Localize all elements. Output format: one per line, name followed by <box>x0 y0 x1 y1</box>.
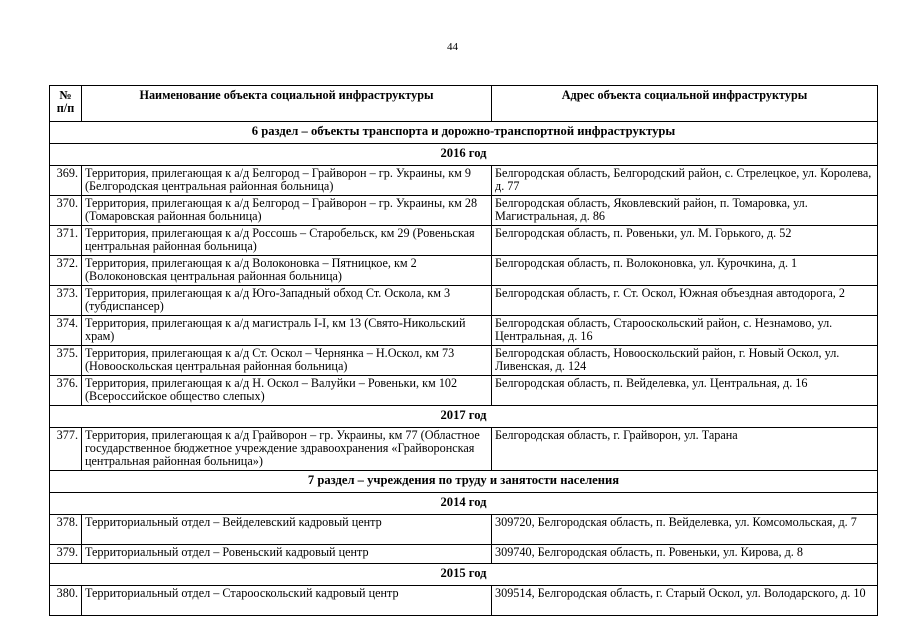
row-number: 375. <box>50 346 82 376</box>
table-row <box>50 515 878 545</box>
row-number: 379. <box>50 545 82 564</box>
section-7-title: 7 раздел – учреждения по труду и занятости населения <box>50 471 878 493</box>
row-address: Белгородская область, г. Ст. Оскол, Южная объездная автодорога, 2 <box>492 286 878 316</box>
row-address: 309720, Белгородская область, п. Вейделевка, ул. Комсомольская, д. 7 <box>492 515 878 545</box>
table-row <box>50 286 878 316</box>
row-number: 377. <box>50 428 82 471</box>
year-2015-title: 2015 год <box>50 564 878 586</box>
row-number: 376. <box>50 376 82 406</box>
header-name: Наименование объекта социальной инфраструктуры <box>82 86 492 122</box>
table-header-row <box>50 86 878 122</box>
row-name: Территория, прилегающая к а/д Ст. Оскол – Чернянка – Н.Оскол, км 73 (Новооскольская центральная районная больница) <box>82 346 492 376</box>
row-name: Территория, прилегающая к а/д Белгород – Грайворон – гр. Украины, км 9 (Белгородская центральная районная больница) <box>82 166 492 196</box>
social-infrastructure-table <box>49 85 878 616</box>
row-number: 378. <box>50 515 82 545</box>
table-row <box>50 316 878 346</box>
year-2017-title: 2017 год <box>50 406 878 428</box>
section-7-row <box>50 471 878 493</box>
row-name: Территориальный отдел – Старооскольский кадровый центр <box>82 586 492 616</box>
table-row <box>50 256 878 286</box>
section-6-row <box>50 122 878 144</box>
page-number: 44 <box>447 41 458 53</box>
row-address: 309514, Белгородская область, г. Старый Оскол, ул. Володарского, д. 10 <box>492 586 878 616</box>
row-address: Белгородская область, п. Ровеньки, ул. М. Горького, д. 52 <box>492 226 878 256</box>
table-row <box>50 346 878 376</box>
table-row <box>50 376 878 406</box>
year-2016-row <box>50 144 878 166</box>
row-number: 374. <box>50 316 82 346</box>
row-number: 371. <box>50 226 82 256</box>
row-address: Белгородская область, Старооскольский район, с. Незнамово, ул. Центральная, д. 16 <box>492 316 878 346</box>
row-name: Территориальный отдел – Ровеньский кадровый центр <box>82 545 492 564</box>
table-row <box>50 166 878 196</box>
year-2015-row <box>50 564 878 586</box>
header-address: Адрес объекта социальной инфраструктуры <box>492 86 878 122</box>
row-name: Территория, прилегающая к а/д Н. Оскол – Валуйки – Ровеньки, км 102 (Всероссийское общество слепых) <box>82 376 492 406</box>
row-address: Белгородская область, п. Волоконовка, ул. Курочкина, д. 1 <box>492 256 878 286</box>
row-number: 373. <box>50 286 82 316</box>
table-row <box>50 196 878 226</box>
table-row <box>50 586 878 616</box>
section-6-title: 6 раздел – объекты транспорта и дорожно-транспортной инфраструктуры <box>50 122 878 144</box>
year-2016-title: 2016 год <box>50 144 878 166</box>
row-name: Территория, прилегающая к а/д Россошь – Старобельск, км 29 (Ровеньская центральная районная больница) <box>82 226 492 256</box>
row-number: 370. <box>50 196 82 226</box>
row-number: 369. <box>50 166 82 196</box>
row-address: Белгородская область, Яковлевский район, п. Томаровка, ул. Магистральная, д. 86 <box>492 196 878 226</box>
year-2014-row <box>50 493 878 515</box>
row-name: Территория, прилегающая к а/д Грайворон – гр. Украины, км 77 (Областное государственное бюджетное учреждение здравоохранения «Грайворонская центральная районная больница») <box>82 428 492 471</box>
table-row <box>50 226 878 256</box>
row-address: Белгородская область, п. Вейделевка, ул. Центральная, д. 16 <box>492 376 878 406</box>
row-address: Белгородская область, г. Грайворон, ул. Тарана <box>492 428 878 471</box>
row-address: Белгородская область, Новооскольский район, г. Новый Оскол, ул. Ливенская, д. 124 <box>492 346 878 376</box>
row-address: 309740, Белгородская область, п. Ровеньки, ул. Кирова, д. 8 <box>492 545 878 564</box>
table-row <box>50 428 878 471</box>
year-2017-row <box>50 406 878 428</box>
row-number: 372. <box>50 256 82 286</box>
row-name: Территория, прилегающая к а/д Белгород – Грайворон – гр. Украины, км 28 (Томаровская районная больница) <box>82 196 492 226</box>
row-name: Территория, прилегающая к а/д Юго-Западный обход Ст. Оскола, км 3 (тубдиспансер) <box>82 286 492 316</box>
row-address: Белгородская область, Белгородский район, с. Стрелецкое, ул. Королева, д. 77 <box>492 166 878 196</box>
row-name: Территория, прилегающая к а/д магистраль I-I, км 13 (Свято-Никольский храм) <box>82 316 492 346</box>
table-row <box>50 545 878 564</box>
row-name: Территориальный отдел – Вейделевский кадровый центр <box>82 515 492 545</box>
header-num: № п/п <box>50 86 82 122</box>
row-name: Территория, прилегающая к а/д Волоконовка – Пятницкое, км 2 (Волоконовская центральная районная больница) <box>82 256 492 286</box>
row-number: 380. <box>50 586 82 616</box>
year-2014-title: 2014 год <box>50 493 878 515</box>
